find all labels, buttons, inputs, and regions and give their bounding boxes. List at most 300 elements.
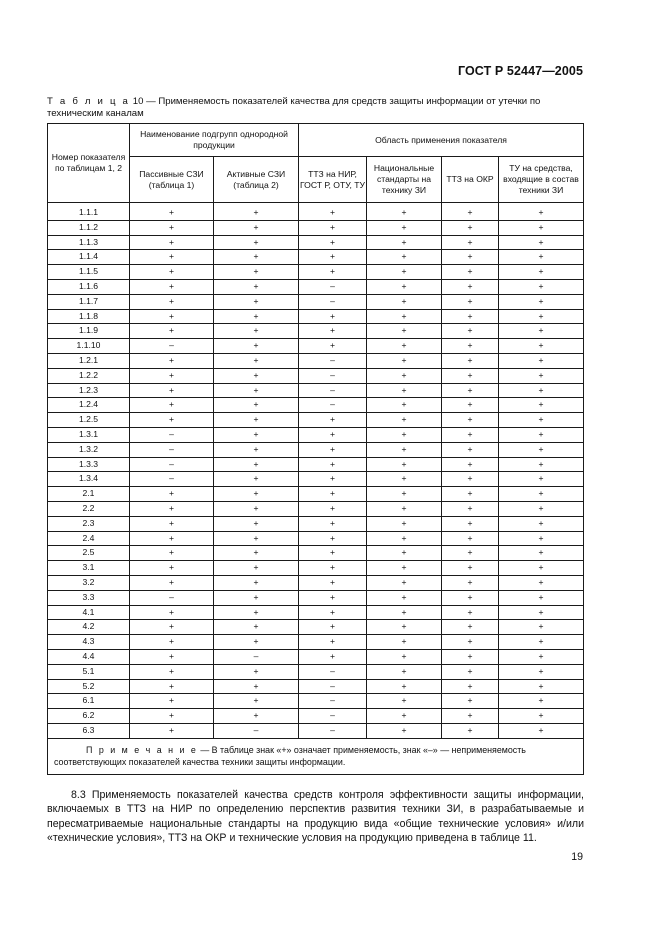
applicability-cell: – xyxy=(299,368,367,383)
applicability-cell: + xyxy=(299,501,367,516)
applicability-cell: + xyxy=(367,679,442,694)
applicability-cell: + xyxy=(499,575,584,590)
indicator-number-cell: 2.5 xyxy=(48,546,130,561)
indicator-number-cell: 1.3.1 xyxy=(48,427,130,442)
indicator-number-cell: 1.1.10 xyxy=(48,339,130,354)
applicability-cell: + xyxy=(499,427,584,442)
indicator-number-cell: 1.1.9 xyxy=(48,324,130,339)
applicability-cell: + xyxy=(130,531,214,546)
applicability-cell: + xyxy=(214,427,299,442)
header-ttz-okr: ТТЗ на ОКР xyxy=(442,157,499,203)
indicator-number-cell: 1.2.1 xyxy=(48,353,130,368)
applicability-cell: + xyxy=(214,516,299,531)
applicability-cell: + xyxy=(442,235,499,250)
applicability-cell: + xyxy=(442,575,499,590)
applicability-cell: + xyxy=(130,694,214,709)
applicability-cell: + xyxy=(442,398,499,413)
applicability-cell: + xyxy=(499,664,584,679)
table-row xyxy=(48,501,584,516)
applicability-cell: + xyxy=(442,694,499,709)
applicability-cell: + xyxy=(299,575,367,590)
section-paragraph xyxy=(47,788,584,845)
table-row xyxy=(48,294,584,309)
applicability-cell: + xyxy=(442,516,499,531)
applicability-cell: + xyxy=(130,324,214,339)
applicability-cell: + xyxy=(130,679,214,694)
indicator-number-cell: 3.1 xyxy=(48,561,130,576)
applicability-cell: + xyxy=(130,501,214,516)
applicability-cell: – xyxy=(130,427,214,442)
note-label: П р и м е ч а н и е xyxy=(86,744,198,755)
table-row xyxy=(48,487,584,502)
applicability-cell: + xyxy=(130,294,214,309)
table-row xyxy=(48,590,584,605)
applicability-cell: + xyxy=(214,353,299,368)
table-row xyxy=(48,694,584,709)
applicability-cell: + xyxy=(499,649,584,664)
applicability-cell: + xyxy=(442,590,499,605)
indicator-number-cell: 5.1 xyxy=(48,664,130,679)
applicability-cell: + xyxy=(214,605,299,620)
applicability-cell: + xyxy=(214,620,299,635)
applicability-cell: + xyxy=(214,575,299,590)
indicator-number-cell: 4.1 xyxy=(48,605,130,620)
applicability-cell: + xyxy=(130,635,214,650)
applicability-cell: + xyxy=(299,427,367,442)
applicability-cell: + xyxy=(442,709,499,724)
applicability-cell: + xyxy=(130,203,214,221)
applicability-cell: + xyxy=(299,220,367,235)
applicability-cell: + xyxy=(214,561,299,576)
applicability-cell: + xyxy=(499,501,584,516)
indicator-number-cell: 1.1.8 xyxy=(48,309,130,324)
table-row xyxy=(48,531,584,546)
applicability-cell: – xyxy=(299,398,367,413)
applicability-cell: + xyxy=(130,649,214,664)
indicator-number-cell: 2.2 xyxy=(48,501,130,516)
applicability-cell: + xyxy=(214,413,299,428)
table-caption-label: Т а б л и ц а xyxy=(47,96,131,107)
table-row xyxy=(48,709,584,724)
table-row xyxy=(48,575,584,590)
applicability-cell: + xyxy=(442,605,499,620)
applicability-cell: + xyxy=(214,679,299,694)
page-number: 19 xyxy=(571,851,583,863)
applicability-cell: + xyxy=(214,294,299,309)
applicability-cell: + xyxy=(499,383,584,398)
applicability-cell: + xyxy=(299,531,367,546)
table-row xyxy=(48,383,584,398)
applicability-cell: + xyxy=(499,531,584,546)
applicability-cell: + xyxy=(499,250,584,265)
indicator-number-cell: 1.1.2 xyxy=(48,220,130,235)
indicator-number-cell: 1.1.4 xyxy=(48,250,130,265)
applicability-cell: + xyxy=(499,546,584,561)
applicability-cell: – xyxy=(299,353,367,368)
applicability-cell: + xyxy=(214,457,299,472)
applicability-cell: + xyxy=(442,294,499,309)
applicability-cell: + xyxy=(367,203,442,221)
applicability-cell: + xyxy=(499,723,584,738)
applicability-cell: + xyxy=(214,442,299,457)
applicability-cell: – xyxy=(130,457,214,472)
applicability-cell: – xyxy=(130,590,214,605)
applicability-cell: – xyxy=(299,294,367,309)
applicability-cell: + xyxy=(367,339,442,354)
header-national-standards: Национальные стандарты на технику ЗИ xyxy=(367,157,442,203)
applicability-cell: + xyxy=(130,220,214,235)
applicability-cell: – xyxy=(299,679,367,694)
applicability-cell: + xyxy=(499,561,584,576)
applicability-cell: + xyxy=(214,368,299,383)
applicability-cell: + xyxy=(130,709,214,724)
applicability-cell: + xyxy=(367,664,442,679)
applicability-cell: + xyxy=(442,324,499,339)
applicability-cell: + xyxy=(442,546,499,561)
applicability-cell: + xyxy=(499,413,584,428)
applicability-cell: + xyxy=(214,398,299,413)
applicability-cell: + xyxy=(442,250,499,265)
applicability-cell: + xyxy=(367,324,442,339)
applicability-cell: + xyxy=(442,353,499,368)
applicability-cell: + xyxy=(214,590,299,605)
applicability-cell: + xyxy=(130,723,214,738)
indicator-number-cell: 2.1 xyxy=(48,487,130,502)
table-row xyxy=(48,664,584,679)
table-row xyxy=(48,679,584,694)
applicability-cell: + xyxy=(442,649,499,664)
applicability-cell: + xyxy=(442,664,499,679)
applicability-cell: + xyxy=(442,383,499,398)
applicability-cell: + xyxy=(130,250,214,265)
applicability-cell: + xyxy=(299,620,367,635)
indicator-number-cell: 1.2.4 xyxy=(48,398,130,413)
applicability-cell: + xyxy=(499,472,584,487)
applicability-cell: + xyxy=(442,368,499,383)
applicability-cell: + xyxy=(367,546,442,561)
applicability-cell: – xyxy=(130,442,214,457)
applicability-cell: – xyxy=(214,723,299,738)
applicability-cell: + xyxy=(442,442,499,457)
applicability-cell: + xyxy=(214,487,299,502)
indicator-number-cell: 2.4 xyxy=(48,531,130,546)
table-caption xyxy=(47,96,587,120)
applicability-cell: + xyxy=(367,250,442,265)
applicability-cell: + xyxy=(499,590,584,605)
table-row xyxy=(48,442,584,457)
applicability-cell: + xyxy=(367,501,442,516)
applicability-cell: + xyxy=(499,324,584,339)
applicability-cell: + xyxy=(367,709,442,724)
applicability-cell: + xyxy=(499,353,584,368)
applicability-cell: – xyxy=(214,649,299,664)
applicability-cell: – xyxy=(299,664,367,679)
applicability-cell: + xyxy=(367,383,442,398)
indicator-number-cell: 1.1.5 xyxy=(48,265,130,280)
table-row xyxy=(48,220,584,235)
applicability-cell: + xyxy=(299,605,367,620)
header-number: Номер показателя по таблицам 1, 2 xyxy=(48,124,130,203)
applicability-cell: + xyxy=(299,472,367,487)
applicability-cell: + xyxy=(367,590,442,605)
applicability-cell: + xyxy=(130,605,214,620)
indicator-number-cell: 6.3 xyxy=(48,723,130,738)
applicability-cell: + xyxy=(367,635,442,650)
applicability-cell: + xyxy=(367,575,442,590)
applicability-cell: + xyxy=(499,635,584,650)
table-row xyxy=(48,250,584,265)
applicability-cell: + xyxy=(367,442,442,457)
applicability-cell: + xyxy=(499,620,584,635)
applicability-cell: + xyxy=(499,339,584,354)
table-row xyxy=(48,235,584,250)
applicability-cell: + xyxy=(442,635,499,650)
note-text: — В таблице знак «+» означает применяемость, знак «–» — неприменяемость соответствующих показателей качества техники защиты информации. xyxy=(54,744,526,767)
applicability-cell: + xyxy=(367,605,442,620)
applicability-cell: + xyxy=(299,309,367,324)
header-tu: ТУ на средства, входящие в состав техники ЗИ xyxy=(499,157,584,203)
applicability-cell: + xyxy=(442,723,499,738)
applicability-cell: + xyxy=(499,442,584,457)
applicability-cell: + xyxy=(367,265,442,280)
table-row xyxy=(48,203,584,221)
applicability-cell: + xyxy=(130,575,214,590)
table-row xyxy=(48,398,584,413)
applicability-cell: + xyxy=(367,457,442,472)
table-row xyxy=(48,605,584,620)
applicability-cell: + xyxy=(499,294,584,309)
header-subgroups: Наименование подгрупп однородной продукции xyxy=(130,124,299,157)
applicability-cell: + xyxy=(367,368,442,383)
applicability-cell: – xyxy=(130,472,214,487)
applicability-cell: + xyxy=(130,353,214,368)
applicability-cell: + xyxy=(214,265,299,280)
applicability-cell: + xyxy=(299,649,367,664)
header-application-area: Область применения показателя xyxy=(299,124,584,157)
applicability-cell: + xyxy=(442,309,499,324)
indicator-number-cell: 1.1.3 xyxy=(48,235,130,250)
applicability-cell: + xyxy=(214,220,299,235)
applicability-cell: + xyxy=(442,279,499,294)
applicability-cell: + xyxy=(299,442,367,457)
applicability-cell: + xyxy=(367,413,442,428)
table-row xyxy=(48,324,584,339)
table-caption-text: 10 — Применяемость показателей качества для средств защиты информации от утечки по техническим каналам xyxy=(47,96,541,119)
applicability-cell: + xyxy=(442,265,499,280)
applicability-cell: + xyxy=(214,635,299,650)
applicability-cell: + xyxy=(442,413,499,428)
applicability-cell: + xyxy=(499,265,584,280)
applicability-cell: + xyxy=(367,427,442,442)
applicability-cell: – xyxy=(299,383,367,398)
applicability-cell: + xyxy=(299,203,367,221)
applicability-cell: + xyxy=(214,472,299,487)
table-row xyxy=(48,309,584,324)
table-row xyxy=(48,353,584,368)
indicator-number-cell: 1.3.4 xyxy=(48,472,130,487)
applicability-cell: + xyxy=(130,487,214,502)
indicator-number-cell: 1.3.2 xyxy=(48,442,130,457)
applicability-cell: + xyxy=(367,723,442,738)
applicability-cell: + xyxy=(130,235,214,250)
applicability-cell: + xyxy=(367,620,442,635)
table-row xyxy=(48,457,584,472)
applicability-cell: + xyxy=(499,368,584,383)
applicability-cell: + xyxy=(367,279,442,294)
applicability-cell: + xyxy=(367,309,442,324)
indicator-number-cell: 6.1 xyxy=(48,694,130,709)
applicability-cell: – xyxy=(299,279,367,294)
indicator-number-cell: 2.3 xyxy=(48,516,130,531)
applicability-cell: + xyxy=(299,561,367,576)
indicator-number-cell: 1.1.1 xyxy=(48,203,130,221)
indicator-number-cell: 1.2.2 xyxy=(48,368,130,383)
applicability-cell: – xyxy=(130,339,214,354)
applicability-cell: + xyxy=(214,309,299,324)
applicability-cell: + xyxy=(130,620,214,635)
applicability-cell: + xyxy=(299,265,367,280)
header-passive: Пассивные СЗИ (таблица 1) xyxy=(130,157,214,203)
applicability-cell: + xyxy=(299,413,367,428)
applicability-cell: + xyxy=(367,294,442,309)
applicability-cell: + xyxy=(130,546,214,561)
paragraph-text: 8.3 Применяемость показателей качества средств контроля эффективности защиты информации, включаемых в ТТЗ на НИР по определению перспектив развития техники ЗИ, в разрабатываемые и пересматриваемые национальные стандарты на продукцию вида «общие технические условия» и/или «технические условия», ТТЗ на ОКР и технические условия на продукцию приведена в таблице 11. xyxy=(47,789,584,844)
applicability-cell: + xyxy=(130,398,214,413)
applicability-cell: + xyxy=(214,250,299,265)
applicability-cell: + xyxy=(442,203,499,221)
document-code: ГОСТ Р 52447—2005 xyxy=(457,64,583,78)
table-row xyxy=(48,516,584,531)
table-row xyxy=(48,368,584,383)
applicability-cell: + xyxy=(442,339,499,354)
table-row xyxy=(48,546,584,561)
table-row xyxy=(48,620,584,635)
applicability-cell: + xyxy=(442,472,499,487)
applicability-cell: + xyxy=(130,265,214,280)
applicability-cell: + xyxy=(214,383,299,398)
applicability-cell: + xyxy=(367,516,442,531)
applicability-cell: + xyxy=(442,561,499,576)
table-row xyxy=(48,427,584,442)
applicability-cell: + xyxy=(499,398,584,413)
applicability-cell: + xyxy=(130,413,214,428)
applicability-cell: + xyxy=(367,472,442,487)
table-row xyxy=(48,723,584,738)
applicability-cell: + xyxy=(442,487,499,502)
table-row xyxy=(48,339,584,354)
applicability-cell: + xyxy=(299,339,367,354)
applicability-cell: + xyxy=(499,279,584,294)
table-row xyxy=(48,649,584,664)
applicability-cell: + xyxy=(367,487,442,502)
table-row xyxy=(48,279,584,294)
applicability-cell: + xyxy=(214,339,299,354)
applicability-cell: + xyxy=(214,235,299,250)
applicability-cell: + xyxy=(367,235,442,250)
header-ttz-nir: ТТЗ на НИР, ГОСТ Р, ОТУ, ТУ xyxy=(299,157,367,203)
applicability-cell: + xyxy=(299,590,367,605)
applicability-cell: + xyxy=(299,324,367,339)
applicability-cell: + xyxy=(130,516,214,531)
indicator-number-cell: 1.2.3 xyxy=(48,383,130,398)
applicability-cell: + xyxy=(214,546,299,561)
indicator-number-cell: 5.2 xyxy=(48,679,130,694)
applicability-cell: + xyxy=(214,501,299,516)
applicability-cell: + xyxy=(214,324,299,339)
applicability-cell: + xyxy=(299,516,367,531)
indicator-number-cell: 4.3 xyxy=(48,635,130,650)
applicability-cell: – xyxy=(299,709,367,724)
table-row xyxy=(48,561,584,576)
applicability-cell: – xyxy=(299,723,367,738)
applicability-cell: + xyxy=(214,531,299,546)
applicability-cell: + xyxy=(442,457,499,472)
applicability-cell: + xyxy=(499,457,584,472)
header-active: Активные СЗИ (таблица 2) xyxy=(214,157,299,203)
applicability-cell: + xyxy=(214,664,299,679)
applicability-cell: + xyxy=(367,531,442,546)
applicability-cell: + xyxy=(130,309,214,324)
indicator-number-cell: 1.2.5 xyxy=(48,413,130,428)
applicability-cell: + xyxy=(442,501,499,516)
applicability-cell: + xyxy=(499,203,584,221)
applicability-cell: + xyxy=(299,487,367,502)
applicability-cell: + xyxy=(442,679,499,694)
indicator-number-cell: 3.2 xyxy=(48,575,130,590)
applicability-cell: + xyxy=(499,679,584,694)
applicability-cell: + xyxy=(130,664,214,679)
indicator-number-cell: 1.1.6 xyxy=(48,279,130,294)
applicability-cell: + xyxy=(299,546,367,561)
applicability-cell: + xyxy=(367,649,442,664)
applicability-cell: + xyxy=(442,427,499,442)
applicability-cell: + xyxy=(214,203,299,221)
applicability-cell: + xyxy=(499,516,584,531)
applicability-cell: + xyxy=(299,250,367,265)
applicability-cell: + xyxy=(214,709,299,724)
indicator-number-cell: 6.2 xyxy=(48,709,130,724)
applicability-cell: + xyxy=(214,694,299,709)
applicability-cell: + xyxy=(130,368,214,383)
indicator-number-cell: 1.1.7 xyxy=(48,294,130,309)
applicability-cell: + xyxy=(367,220,442,235)
table-row xyxy=(48,265,584,280)
applicability-cell: + xyxy=(499,694,584,709)
applicability-cell: + xyxy=(499,709,584,724)
table-row xyxy=(48,635,584,650)
indicator-number-cell: 4.4 xyxy=(48,649,130,664)
applicability-cell: + xyxy=(499,220,584,235)
table-row xyxy=(48,413,584,428)
table-body xyxy=(48,203,584,739)
applicability-cell: + xyxy=(130,383,214,398)
applicability-cell: + xyxy=(499,309,584,324)
applicability-cell: + xyxy=(499,235,584,250)
applicability-cell: + xyxy=(367,353,442,368)
applicability-cell: + xyxy=(442,220,499,235)
indicator-number-cell: 4.2 xyxy=(48,620,130,635)
indicator-number-cell: 1.3.3 xyxy=(48,457,130,472)
applicability-cell: + xyxy=(367,561,442,576)
applicability-cell: + xyxy=(299,635,367,650)
applicability-cell: + xyxy=(367,694,442,709)
applicability-cell: + xyxy=(299,457,367,472)
table-row xyxy=(48,472,584,487)
applicability-cell: + xyxy=(442,620,499,635)
indicator-number-cell: 3.3 xyxy=(48,590,130,605)
applicability-cell: + xyxy=(499,487,584,502)
applicability-cell: + xyxy=(130,561,214,576)
